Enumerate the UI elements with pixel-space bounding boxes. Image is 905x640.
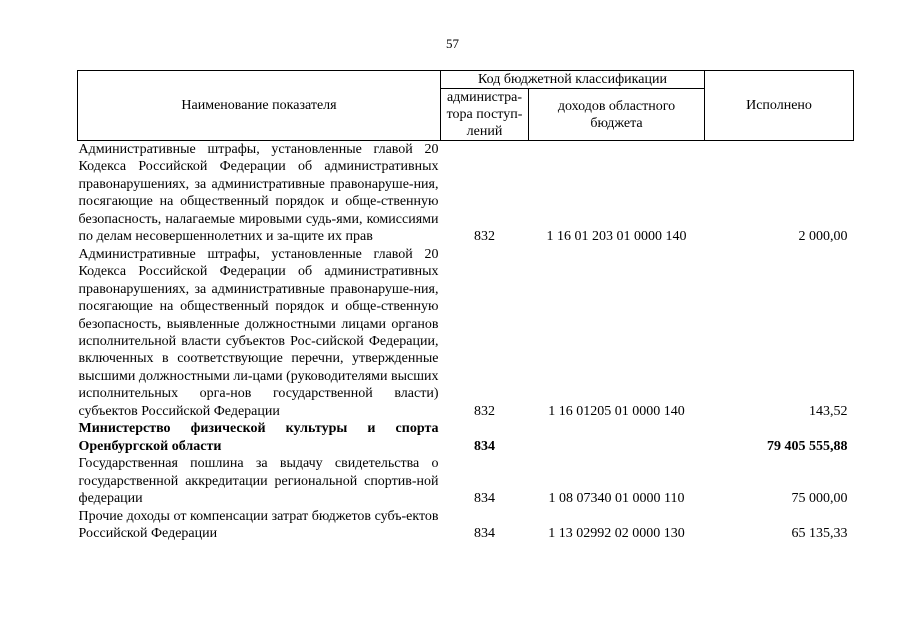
table-body <box>78 141 854 543</box>
header-executed: Исполнено <box>705 71 854 141</box>
header-budget-classification-code: Код бюджетной классификации <box>441 71 705 89</box>
page-number: 57 <box>446 36 459 51</box>
table-row <box>78 420 854 455</box>
budget-table <box>77 70 854 542</box>
header-revenue-administrator: администра-тора поступ-лений <box>441 89 529 141</box>
row-name: Административные штрафы, установленные главой 20 Кодекса Российской Федерации об административных правонарушениях, за административные правонаруше-ния, посягающие на общественный порядок и обще-ственную безопасность, налагаемые мировыми судь-ями, комиссиями по делам несовершеннолетних и за-щите их прав <box>78 142 439 245</box>
header-regional-budget-revenue: доходов областного бюджета <box>529 89 705 141</box>
row-name: Министерство физической культуры и спорта Оренбургской области <box>78 421 439 454</box>
row-amount: 75 000,00 <box>791 491 848 507</box>
row-admin-code: 832 <box>474 403 495 419</box>
row-admin-code: 834 <box>474 438 495 454</box>
row-admin-code: 834 <box>474 525 495 541</box>
row-amount: 79 405 555,88 <box>767 438 848 454</box>
table-header <box>78 71 854 141</box>
row-amount: 143,52 <box>809 403 848 419</box>
row-classification-code: 1 16 01205 01 0000 140 <box>548 403 685 419</box>
table-row <box>78 455 854 507</box>
table-row <box>78 508 854 543</box>
row-classification-code: 1 16 01 203 01 0000 140 <box>546 229 687 245</box>
row-name: Государственная пошлина за выдачу свидетельства о государственной аккредитации региональной спортив-ной федерации <box>78 456 439 507</box>
row-name: Прочие доходы от компенсации затрат бюджетов субъ-ектов Российской Федерации <box>78 508 439 541</box>
row-admin-code: 834 <box>474 491 495 507</box>
table-row <box>78 141 854 246</box>
row-amount: 2 000,00 <box>798 229 848 245</box>
table-row <box>78 246 854 421</box>
row-admin-code: 832 <box>474 229 495 245</box>
header-indicator-name: Наименование показателя <box>78 71 441 141</box>
row-name: Административные штрафы, установленные главой 20 Кодекса Российской Федерации об административных правонарушениях, за административные правонаруше-ния, посягающие на общественный порядок и обще-ственную безопасность, выявленные должностными лицами органов исполнительной власти субъектов Рос-сийской Федерации, включенных в соответствующие перечни, утвержденные высшими должностными ли-цами (руководителями высших исполнительных орга-нов государственной власти) субъектов Российской Федерации <box>78 246 439 419</box>
row-classification-code: 1 13 02992 02 0000 130 <box>548 525 685 541</box>
row-amount: 65 135,33 <box>791 525 848 541</box>
row-classification-code <box>529 420 705 455</box>
row-classification-code: 1 08 07340 01 0000 110 <box>548 491 685 507</box>
